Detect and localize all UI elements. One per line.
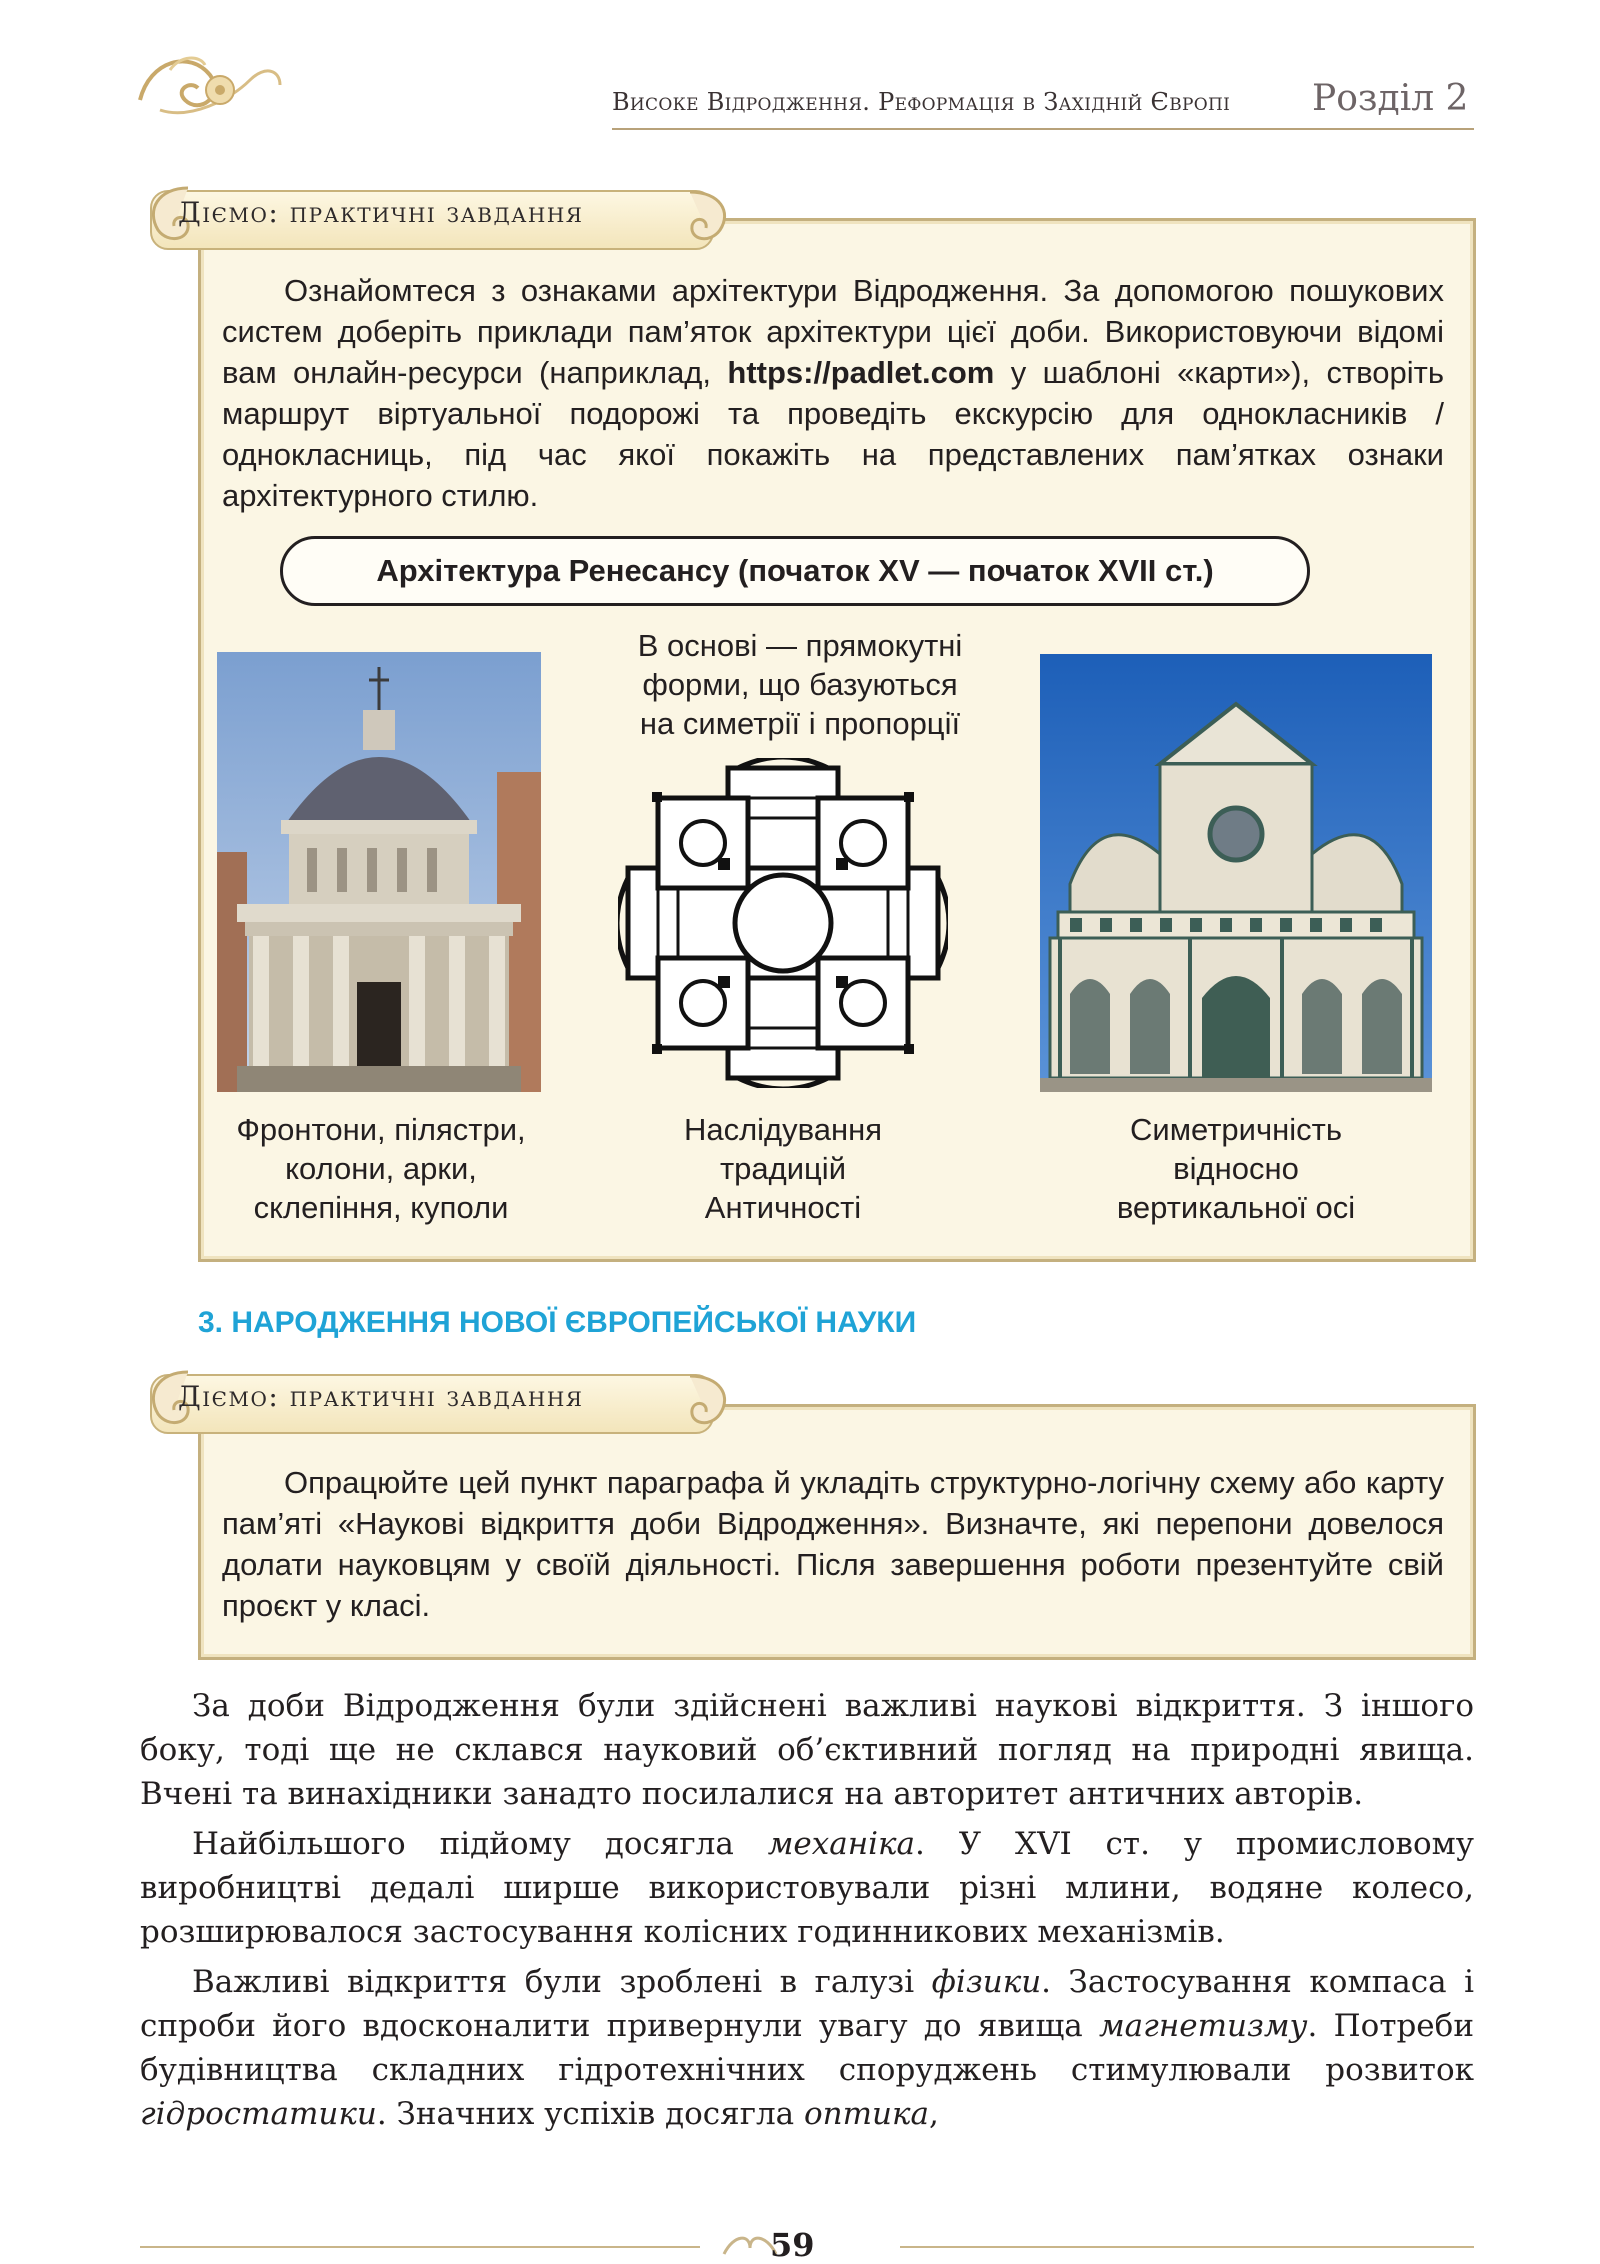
paragraph: Важливі відкриття були зроблені в галузі фізики. Застосування компаса і спроби його вдосконалити привернули увагу до явища магнетизму. Потреби будівництва складних гідротехнічних споруджень стимулювали розвиток гідростатики. Значних успіхів досягла оптика, [140, 1964, 1474, 2132]
footer-rule-right [900, 2246, 1474, 2248]
task-instructions: Опрацюйте цей пункт параграфа й укладіть структурно-логічну схему або карту пам’яті «Наукові відкриття доби Відродження». Визначте, які перепони довелося долати науковцям у своїй діяльності. Після завершення роботи презентуйте свій проєкт у класі. [222, 1465, 1444, 1623]
page-number: 59 [770, 2226, 815, 2264]
body-text [140, 1684, 1474, 2136]
header-divider [612, 128, 1474, 130]
task-instructions: Ознайомтеся з ознаками архітектури Відродження. За допомогою пошукових систем доберіть приклади пам’яток архітектури цієї доби. Використовуючи відомі вам онлайн-ресурси (наприклад, https://padlet.com у шаблоні «карти»), створіть маршрут віртуальної подорожі та проведіть екскурсію для однокласників / однокласниць, під час якої покажіть на представлених пам’ятках ознаки архітектурного стилю. [222, 273, 1444, 513]
paragraph: За доби Відродження були здійснені важливі наукові відкриття. З іншого боку, тоді ще не склався науковий об’єктивний погляд на природні явища. Вчені та винахідники занадто посилалися на авторитет античних авторів. [140, 1688, 1474, 1812]
diagram-title-pill: Архітектура Ренесансу (початок XV — початок XVII ст.) [280, 536, 1310, 606]
running-header-section: Розділ 2 [1312, 78, 1469, 119]
section-heading: 3. НАРОДЖЕННЯ НОВОЇ ЄВРОПЕЙСЬКОЇ НАУКИ [198, 1306, 917, 1339]
task-label: Діємо: практичні завдання [178, 1380, 584, 1413]
caption-left: Фронтони, пілястри, колони, арки, склепіння, куполи [236, 1112, 526, 1225]
church-floor-plan [618, 758, 948, 1088]
task-label: Діємо: практичні завдання [178, 196, 584, 229]
scroll-curl-right-icon [680, 184, 740, 254]
paragraph: Найбільшого підйому досягла механіка. У XVI ст. у промисловому виробництві дедалі ширше використовували різні млини, водяне колесо, розширювалося застосування колісних годинникових механізмів. [140, 1826, 1474, 1950]
footer-rule-left [140, 2246, 700, 2248]
corner-ornament [130, 40, 290, 130]
tempietto-photo [217, 652, 541, 1092]
caption-center: Наслідування традицій Античності [683, 1112, 883, 1225]
santa-maria-novella-photo [1040, 654, 1432, 1092]
padlet-link[interactable]: https://padlet.com [727, 355, 995, 390]
caption-center-top: В основі — прямокутні форми, що базуються на симетрії і пропорції [637, 628, 963, 741]
caption-right: Симетричність відносно вертикальної осі [1116, 1112, 1356, 1225]
running-header-title: Високе Відродження. Реформація в Західній Європі [612, 88, 1231, 116]
scroll-curl-right-icon [680, 1368, 740, 1438]
